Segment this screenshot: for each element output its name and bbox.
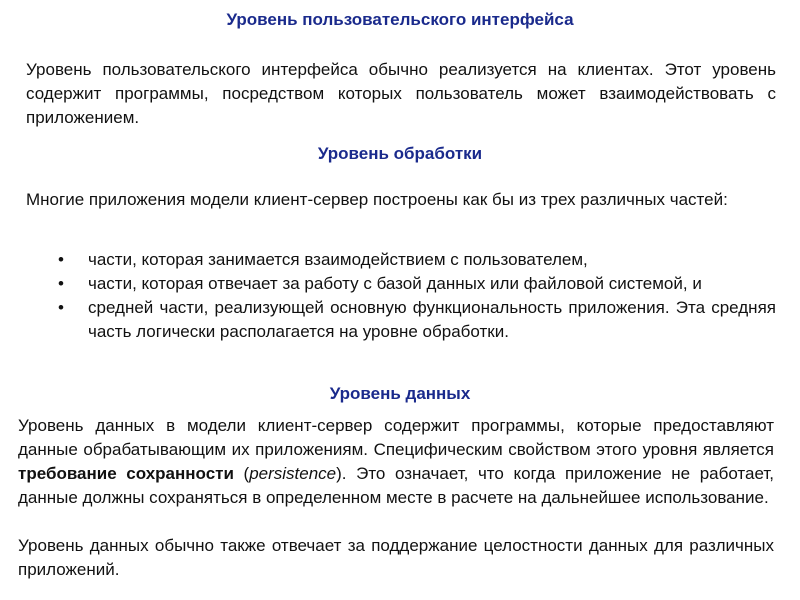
processing-bullet-list xyxy=(58,248,776,344)
bullet-text: части, которая занимается взаимодействием с пользователем, xyxy=(88,250,588,269)
data-text-paren: ( xyxy=(233,464,250,483)
data-text-start: Уровень данных в модели клиент-сервер содержит программы, которые предоставляют данные обрабатывающим их приложениям. Специфическим свойством этого уровня является xyxy=(18,416,774,459)
paragraph-ui-layer: Уровень пользовательского интерфейса обычно реализуется на клиентах. Этот уровень содержит программы, посредством которых пользователь может взаимодействовать с приложением. xyxy=(26,60,776,127)
bullet-icon: • xyxy=(58,274,64,293)
bullet-item xyxy=(58,272,776,296)
heading-ui-layer: Уровень пользовательского интерфейса xyxy=(226,10,574,29)
heading-processing-layer: Уровень обработки xyxy=(317,144,483,163)
bullet-icon: • xyxy=(58,250,64,269)
paragraph-data-integrity: Уровень данных обычно также отвечает за поддержание целостности данных для различных приложений. xyxy=(18,536,774,579)
bullet-icon: • xyxy=(58,298,64,317)
persistence-requirement-term: требование сохранности xyxy=(18,464,234,483)
heading-data-layer: Уровень данных xyxy=(329,384,471,403)
paragraph-processing-intro: Многие приложения модели клиент-сервер построены как бы из трех различных частей: xyxy=(26,190,728,209)
data-text-end: ). Это означает, что когда приложение не работает, данные должны сохраняться в определенном месте в расчете на дальнейшее использование. xyxy=(18,464,774,507)
paragraph-data-layer xyxy=(18,414,774,510)
bullet-item xyxy=(58,296,776,344)
persistence-term: persistence xyxy=(249,464,337,483)
bullet-text: части, которая отвечает за работу с базой данных или файловой системой, и xyxy=(88,274,702,293)
bullet-text: средней части, реализующей основную функциональность приложения. Эта средняя часть логически располагается на уровне обработки. xyxy=(88,298,776,341)
bullet-item xyxy=(58,248,776,272)
